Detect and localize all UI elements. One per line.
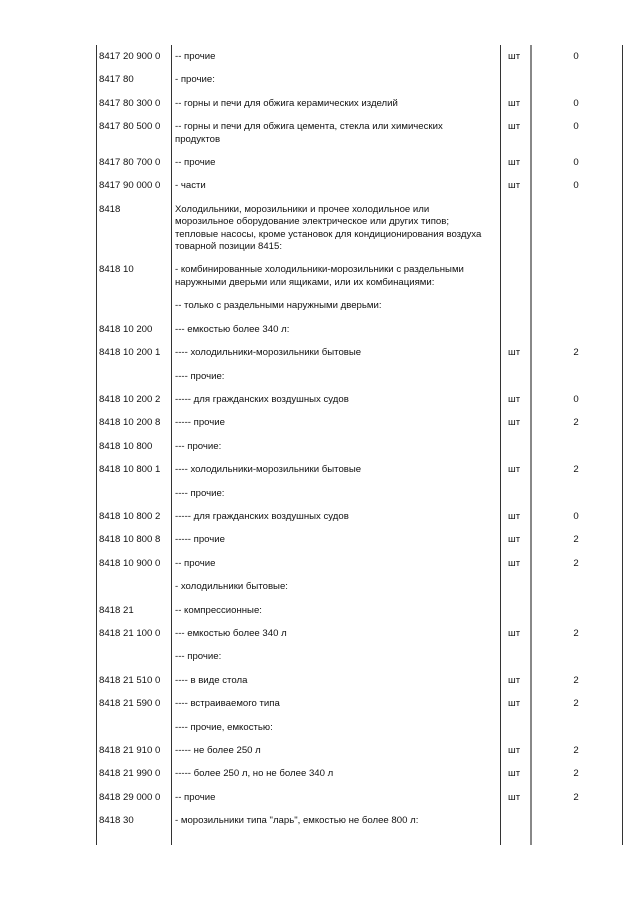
code-cell: 8418 21 100 0 [99, 627, 161, 639]
quantity-cell [530, 264, 622, 289]
code-cell [96, 488, 171, 500]
code-cell [96, 651, 171, 663]
quantity-cell: 2 [573, 745, 579, 756]
table-row [96, 645, 622, 668]
code-cell [96, 722, 171, 734]
unit-cell: шт [508, 157, 521, 169]
unit-cell: шт [508, 791, 521, 803]
code-cell [96, 581, 171, 593]
table-row [96, 151, 622, 174]
table-border-right [622, 45, 623, 845]
table-row [96, 458, 622, 481]
description-cell: ---- холодильники-морозильники бытовые [175, 464, 362, 476]
table-row [96, 786, 622, 809]
code-cell: 8418 21 [99, 604, 134, 616]
table-row [96, 599, 622, 622]
table-row [96, 45, 622, 68]
unit-cell [500, 815, 530, 827]
unit-cell: шт [508, 768, 521, 780]
code-cell [96, 371, 171, 383]
quantity-cell: 2 [573, 674, 579, 686]
description-cell: -- только с раздельными наружными дверьми: [175, 300, 382, 312]
quantity-cell [530, 605, 622, 617]
code-cell: 8417 90 000 0 [99, 180, 161, 192]
code-cell: 8418 10 900 0 [99, 557, 161, 569]
description-cell: -- прочие [175, 157, 216, 169]
table-row [96, 552, 622, 575]
description-cell: ----- прочие [175, 417, 225, 429]
quantity-cell: 2 [573, 791, 579, 803]
quantity-cell [530, 74, 622, 86]
unit-cell: шт [508, 510, 521, 522]
code-cell: 8418 10 800 1 [99, 464, 161, 476]
table-row [96, 692, 622, 715]
unit-cell [500, 74, 530, 86]
table-row [96, 115, 622, 151]
tariff-table [96, 45, 622, 833]
code-cell: 8418 10 200 1 [99, 347, 161, 359]
unit-cell [500, 264, 530, 289]
description-cell: - морозильники типа "ларь", емкостью не более 800 л: [175, 815, 419, 827]
quantity-cell [530, 722, 622, 734]
quantity-cell [530, 300, 622, 312]
unit-cell: шт [508, 627, 521, 639]
unit-cell [500, 371, 530, 383]
code-cell: 8418 21 990 0 [99, 768, 161, 780]
unit-cell: шт [508, 557, 521, 569]
unit-cell: шт [508, 534, 521, 546]
code-cell: 8418 10 800 8 [99, 534, 161, 546]
unit-cell: шт [508, 393, 521, 405]
table-row [96, 716, 622, 739]
table-row [96, 809, 622, 832]
code-cell: 8417 80 [99, 74, 134, 86]
code-cell: 8418 21 910 0 [99, 745, 161, 756]
description-cell: --- емкостью более 340 л: [175, 323, 290, 335]
code-cell: 8418 10 200 [99, 323, 153, 335]
unit-cell: шт [508, 745, 521, 756]
code-cell [96, 300, 171, 312]
table-row [96, 68, 622, 91]
code-cell: 8418 10 [99, 264, 134, 276]
description-cell: -- горны и печи для обжига цемента, стекла или химических продуктов [175, 121, 443, 145]
code-cell: 8418 10 800 [99, 440, 153, 452]
description-cell: -- прочие [175, 557, 216, 569]
description-cell: Холодильники, морозильники и прочее холодильное или морозильное оборудование электрическое или других типов; тепловые насосы, кроме установок для кондиционирования воздуха товарной позиции 8415: [175, 203, 482, 253]
table-row [96, 482, 622, 505]
quantity-cell: 0 [573, 97, 579, 109]
description-cell: - комбинированные холодильники-морозильники с раздельными наружными дверьми или ящиками, или их комбинациями: [175, 264, 464, 288]
quantity-cell [530, 441, 622, 453]
code-cell: 8418 30 [99, 815, 134, 827]
quantity-cell: 2 [573, 768, 579, 780]
table-row [96, 435, 622, 458]
table-row [96, 294, 622, 317]
unit-cell: шт [508, 180, 521, 192]
quantity-cell: 2 [573, 464, 579, 476]
description-cell: ----- для гражданских воздушных судов [175, 510, 349, 522]
table-row [96, 669, 622, 692]
quantity-cell [530, 324, 622, 336]
quantity-cell: 2 [573, 627, 579, 639]
quantity-cell: 0 [573, 180, 579, 192]
code-cell: 8418 21 590 0 [99, 698, 161, 710]
table-row [96, 528, 622, 551]
unit-cell [500, 324, 530, 336]
unit-cell: шт [508, 417, 521, 429]
description-cell: ----- прочие [175, 534, 225, 546]
quantity-cell [530, 651, 622, 663]
code-cell: 8418 21 510 0 [99, 674, 161, 686]
quantity-cell [530, 581, 622, 593]
quantity-cell: 2 [573, 417, 579, 429]
unit-cell: шт [508, 347, 521, 359]
quantity-cell: 2 [573, 557, 579, 569]
code-cell: 8418 10 200 8 [99, 417, 161, 429]
unit-cell [500, 488, 530, 500]
table-row [96, 258, 622, 294]
unit-cell: шт [508, 97, 521, 109]
unit-cell: шт [508, 464, 521, 476]
description-cell: - прочие: [175, 74, 215, 86]
description-cell: ---- холодильники-морозильники бытовые [175, 347, 362, 359]
code-cell: 8417 80 300 0 [99, 97, 161, 109]
unit-cell [500, 605, 530, 617]
table-row [96, 318, 622, 341]
table-row [96, 365, 622, 388]
description-cell: ----- для гражданских воздушных судов [175, 393, 349, 405]
description-cell: -- компрессионные: [175, 604, 262, 616]
quantity-cell: 0 [573, 510, 579, 522]
code-cell: 8418 [99, 203, 121, 215]
unit-cell [500, 300, 530, 312]
unit-cell: шт [508, 674, 521, 686]
quantity-cell: 2 [573, 534, 579, 546]
description-cell: ----- не более 250 л [175, 745, 261, 756]
description-cell: - холодильники бытовые: [175, 581, 288, 593]
unit-cell [500, 441, 530, 453]
description-cell: ---- прочие: [175, 370, 225, 382]
description-cell: ----- более 250 л, но не более 340 л [175, 768, 334, 780]
quantity-cell: 0 [573, 51, 579, 62]
table-row [96, 575, 622, 598]
table-row [96, 388, 622, 411]
unit-cell: шт [508, 51, 521, 62]
description-cell: --- прочие: [175, 651, 222, 663]
unit-cell [500, 204, 530, 254]
quantity-cell [530, 371, 622, 383]
description-cell: -- прочие [175, 791, 216, 803]
unit-cell: шт [508, 121, 521, 133]
table-row [96, 341, 622, 364]
code-cell: 8418 10 800 2 [99, 510, 161, 522]
table-row [96, 505, 622, 528]
description-cell: -- горны и печи для обжига керамических изделий [175, 97, 398, 109]
table-row [96, 622, 622, 645]
description-cell: --- прочие: [175, 440, 222, 452]
code-cell: 8417 80 500 0 [99, 121, 161, 133]
code-cell: 8418 10 200 2 [99, 393, 161, 405]
table-row [96, 739, 622, 762]
table-row [96, 174, 622, 197]
code-cell: 8417 20 900 0 [99, 51, 161, 62]
unit-cell [500, 651, 530, 663]
unit-cell: шт [508, 698, 521, 710]
description-cell: - части [175, 180, 206, 192]
quantity-cell [530, 204, 622, 254]
quantity-cell: 0 [573, 157, 579, 169]
table-row [96, 92, 622, 115]
description-cell: ---- встраиваемого типа [175, 698, 280, 710]
quantity-cell [530, 488, 622, 500]
unit-cell [500, 722, 530, 734]
table-row [96, 411, 622, 434]
description-cell: ---- в виде стола [175, 674, 248, 686]
quantity-cell: 2 [573, 698, 579, 710]
quantity-cell: 0 [573, 393, 579, 405]
description-cell: ---- прочие: [175, 487, 225, 499]
code-cell: 8418 29 000 0 [99, 791, 161, 803]
code-cell: 8417 80 700 0 [99, 157, 161, 169]
quantity-cell: 2 [573, 347, 579, 359]
table-row [96, 198, 622, 259]
table-row [96, 762, 622, 785]
quantity-cell: 0 [573, 121, 579, 133]
quantity-cell [530, 815, 622, 827]
description-cell: -- прочие [175, 51, 216, 62]
description-cell: ---- прочие, емкостью: [175, 721, 273, 733]
description-cell: --- емкостью более 340 л [175, 627, 287, 639]
unit-cell [500, 581, 530, 593]
